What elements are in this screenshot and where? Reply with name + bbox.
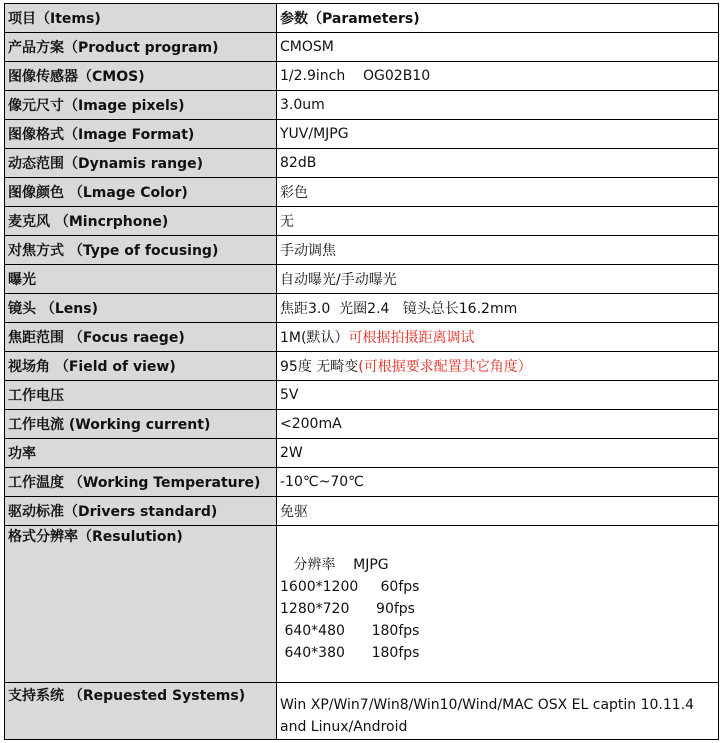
table-row xyxy=(5,323,719,352)
row-label: 图像传感器（CMOS) xyxy=(5,62,277,91)
row-value: <200mA xyxy=(277,410,719,439)
row-value: YUV/MJPG xyxy=(277,120,719,149)
systems-value: Win XP/Win7/Win8/Win10/Wind/MAC OSX EL captin 10.11.4 and Linux/Android xyxy=(277,683,719,740)
row-label: 图像颜色 （Lmage Color) xyxy=(5,178,277,207)
table-row xyxy=(5,236,719,265)
resolution-list xyxy=(280,526,718,664)
table-row xyxy=(5,149,719,178)
row-value: 彩色 xyxy=(277,178,719,207)
resolution-line: 640*480 180fps xyxy=(280,623,420,639)
table-row xyxy=(5,410,719,439)
systems-row xyxy=(5,683,719,740)
row-label: 曝光 xyxy=(5,265,277,294)
table-row xyxy=(5,33,719,62)
specification-table xyxy=(4,3,719,740)
row-label: 镜头 （Lens) xyxy=(5,294,277,323)
row-label: 视场角 （Field of view) xyxy=(5,352,277,381)
header-key-cell: 项目（Items) xyxy=(5,4,277,33)
row-label: 像元尺寸（Image pixels) xyxy=(5,91,277,120)
row-value-text: 焦距3.0 光圈2.4 镜头总长16.2mm xyxy=(280,301,518,317)
table-row xyxy=(5,62,719,91)
row-value: 3.0um xyxy=(277,91,719,120)
header-value-cell: 参数（Parameters) xyxy=(277,4,719,33)
table-row xyxy=(5,265,719,294)
row-value: 2W xyxy=(277,439,719,468)
row-value: 免驱 xyxy=(277,497,719,526)
row-label: 对焦方式 （Type of focusing) xyxy=(5,236,277,265)
row-value xyxy=(277,294,719,323)
table-row xyxy=(5,468,719,497)
row-value: 自动曝光/手动曝光 xyxy=(277,265,719,294)
table-header-row xyxy=(5,4,719,33)
row-label: 工作温度 （Working Temperature) xyxy=(5,468,277,497)
row-label: 工作电压 xyxy=(5,381,277,410)
row-value-text: 1M(默认） xyxy=(280,330,349,346)
table-row xyxy=(5,178,719,207)
row-note: 可根据拍摄距离调试 xyxy=(348,330,475,346)
row-label: 图像格式（Image Format) xyxy=(5,120,277,149)
table-row xyxy=(5,120,719,149)
row-value: 5V xyxy=(277,381,719,410)
table-row xyxy=(5,439,719,468)
resolution-line: 640*380 180fps xyxy=(280,645,420,661)
table-row xyxy=(5,381,719,410)
resolution-line: 分辨率 MJPG xyxy=(280,557,389,573)
row-value: CMOSM xyxy=(277,33,719,62)
row-label: 动态范围（Dynamis range) xyxy=(5,149,277,178)
table-row xyxy=(5,91,719,120)
row-value xyxy=(277,62,719,91)
row-label: 驱动标准（Drivers standard) xyxy=(5,497,277,526)
table-row xyxy=(5,497,719,526)
table-row xyxy=(5,294,719,323)
resolution-line: 1600*1200 60fps xyxy=(280,579,420,595)
row-value: 82dB xyxy=(277,149,719,178)
row-value: 手动调焦 xyxy=(277,236,719,265)
table-row xyxy=(5,207,719,236)
row-label: 麦克风 （Mincrphone) xyxy=(5,207,277,236)
row-value xyxy=(277,323,719,352)
systems-label: 支持系统 （Repuested Systems) xyxy=(5,683,277,740)
resolution-row xyxy=(5,526,719,683)
resolution-line: 1280*720 90fps xyxy=(280,601,415,617)
row-label: 焦距范围 （Focus raege) xyxy=(5,323,277,352)
resolution-value xyxy=(277,526,719,683)
table-row xyxy=(5,352,719,381)
row-value-text: 1/2.9inch OG02B10 xyxy=(280,68,431,84)
row-value: -10℃~70℃ xyxy=(277,468,719,497)
row-note: (可根据要求配置其它角度） xyxy=(358,359,532,375)
row-value-text: 95度 无畸变 xyxy=(280,359,359,375)
row-value: 无 xyxy=(277,207,719,236)
resolution-label: 格式分辨率（Resulution) xyxy=(5,526,277,683)
row-label: 产品方案（Product program) xyxy=(5,33,277,62)
row-label: 功率 xyxy=(5,439,277,468)
row-value xyxy=(277,352,719,381)
row-label: 工作电流 (Working current) xyxy=(5,410,277,439)
